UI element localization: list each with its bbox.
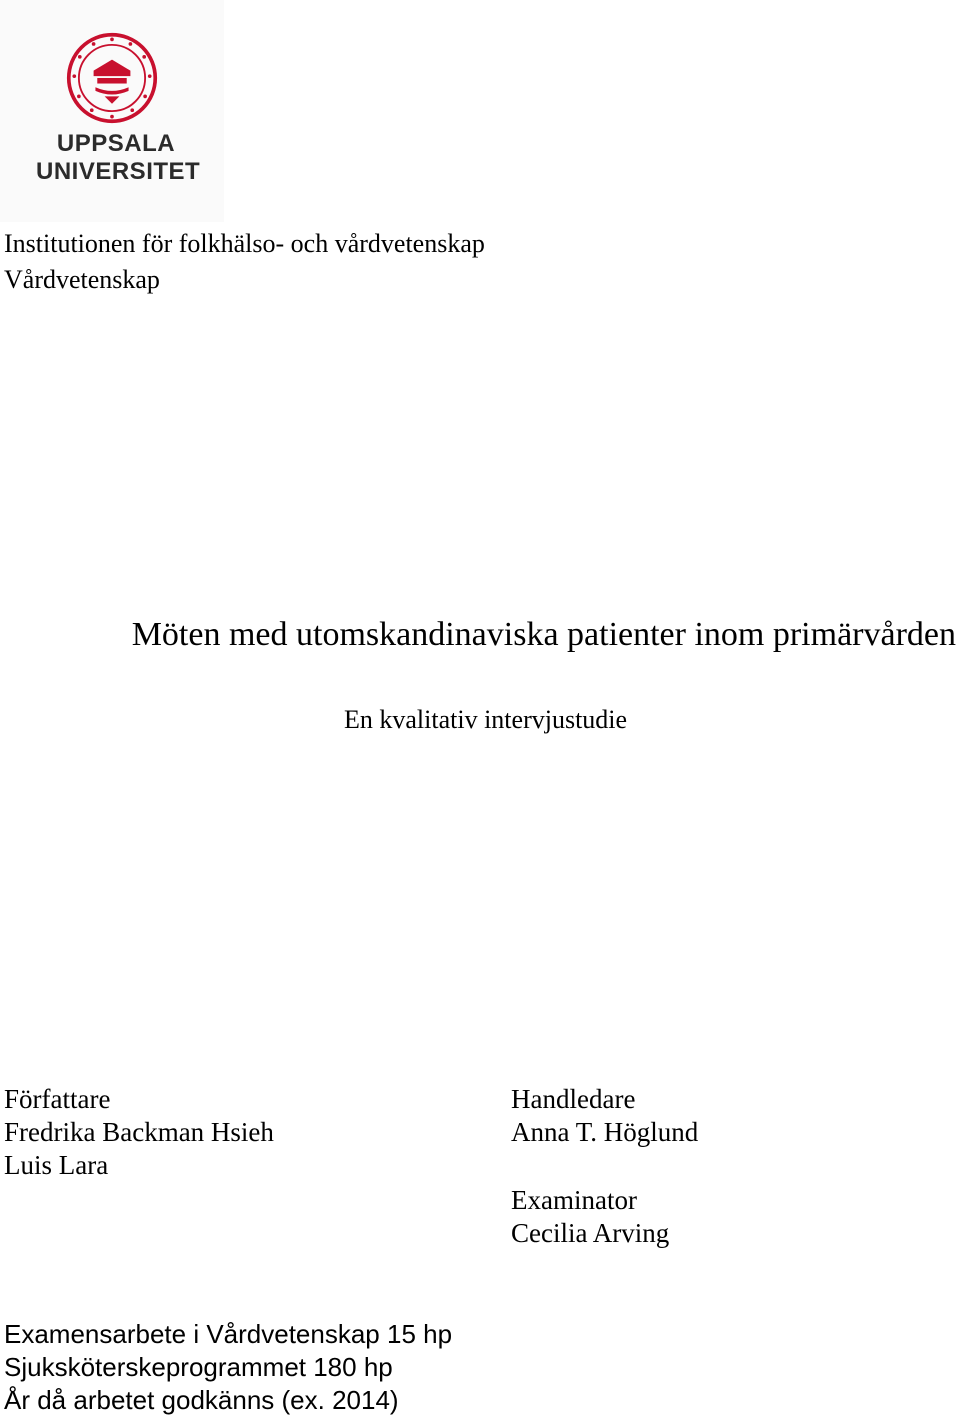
course-info: Examensarbete i Vårdvetenskap 15 hp — [4, 1319, 453, 1349]
author-name: Luis Lara — [4, 1150, 109, 1180]
supervisor-name: Anna T. Höglund — [511, 1117, 699, 1147]
examiner-label: Examinator — [511, 1185, 637, 1215]
thesis-subtitle: En kvalitativ intervjustudie — [344, 705, 628, 734]
university-logo — [0, 0, 224, 222]
university-seal-icon — [66, 32, 158, 124]
supervisor-label: Handledare — [511, 1084, 636, 1114]
institution-name: Institutionen för folkhälso- och vårdvetenskap — [4, 229, 485, 258]
approval-year: År då arbetet godkänns (ex. 2014) — [4, 1385, 399, 1415]
logo-wordmark-line2: UNIVERSITET — [36, 158, 201, 185]
thesis-title: Möten med utomskandinaviska patienter inom primärvården — [131, 616, 956, 653]
program-info: Sjuksköterskeprogrammet 180 hp — [4, 1352, 393, 1382]
logo-wordmark-line1: UPPSALA — [56, 130, 176, 157]
author-name: Fredrika Backman Hsieh — [4, 1117, 274, 1147]
authors-label: Författare — [4, 1084, 111, 1114]
examiner-name: Cecilia Arving — [511, 1218, 670, 1248]
department-name: Vårdvetenskap — [4, 265, 160, 294]
